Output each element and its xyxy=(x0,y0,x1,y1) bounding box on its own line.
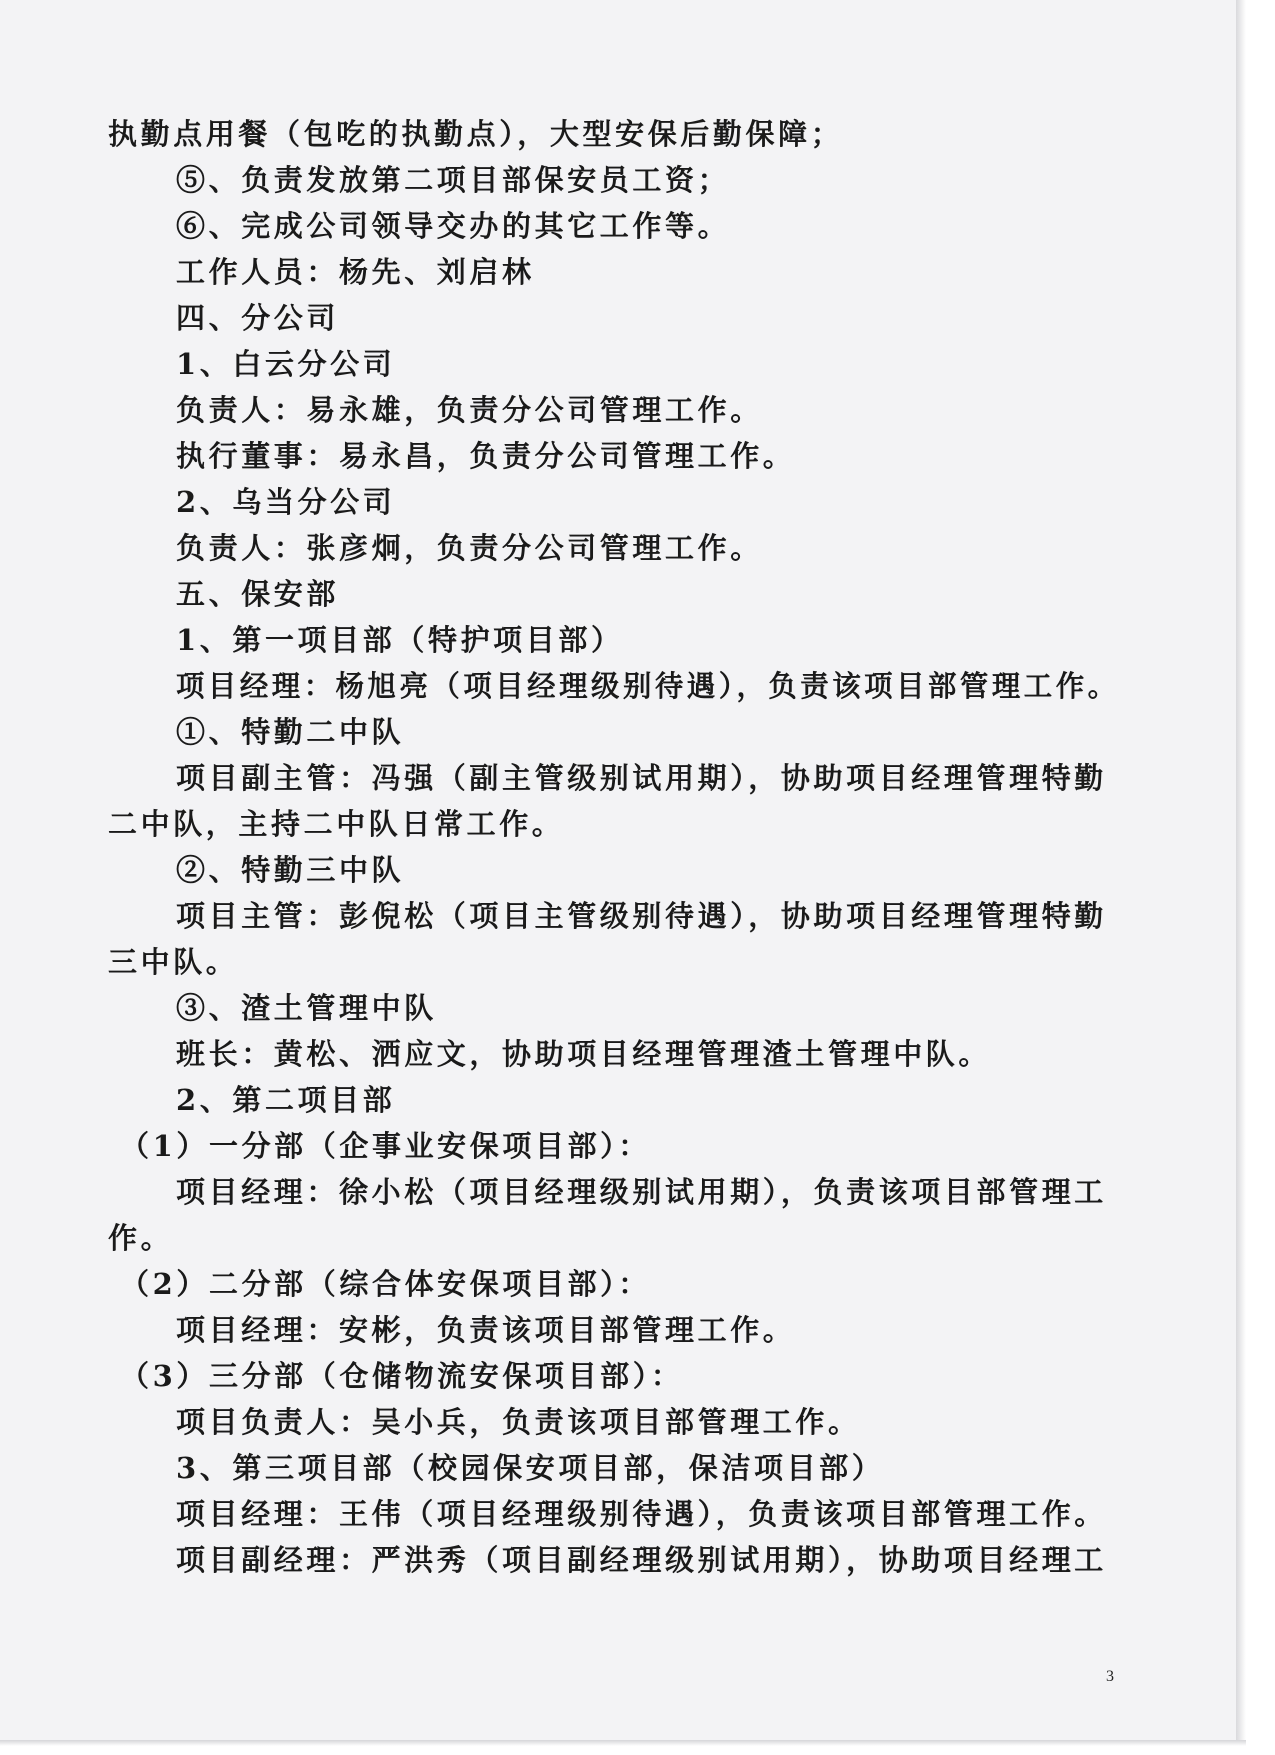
text-line: 项目经理：徐小松（项目经理级别试用期），负责该项目部管理工 xyxy=(176,1175,1107,1209)
text-line: 班长：黄松、洒应文，协助项目经理管理渣土管理中队。 xyxy=(176,1037,992,1071)
subsection-heading: （3）三分部（仓储物流安保项目部）： xyxy=(120,1359,684,1393)
subsection-heading: 1、第一项目部（特护项目部） xyxy=(176,623,624,657)
page-bottom-shadow xyxy=(0,1740,1246,1746)
text-line: 作。 xyxy=(108,1221,174,1255)
subsection-heading: 3、第三项目部（校园保安项目部，保洁项目部） xyxy=(176,1451,885,1485)
subsection-heading: ③、渣土管理中队 xyxy=(176,991,437,1025)
page-number: 3 xyxy=(1106,1668,1114,1685)
text-line: 负责人：张彦炯，负责分公司管理工作。 xyxy=(176,531,763,565)
text-line: 工作人员：杨先、刘启林 xyxy=(176,255,535,289)
text-line: 项目副经理：严洪秀（项目副经理级别试用期），协助项目经理工 xyxy=(176,1543,1107,1577)
text-line: 执行董事：易永昌，负责分公司管理工作。 xyxy=(176,439,796,473)
page-edge-shadow xyxy=(1236,0,1246,1742)
subsection-heading: （1）一分部（企事业安保项目部）： xyxy=(120,1129,651,1163)
subsection-heading: 1、白云分公司 xyxy=(176,347,396,381)
text-line: 项目副主管：冯强（副主管级别试用期），协助项目经理管理特勤 xyxy=(176,761,1107,795)
text-line: 负责人：易永雄，负责分公司管理工作。 xyxy=(176,393,763,427)
subsection-heading: 2、第二项目部 xyxy=(176,1083,396,1117)
section-heading: 五、保安部 xyxy=(176,577,340,611)
subsection-heading: ②、特勤三中队 xyxy=(176,853,405,887)
text-line: 项目负责人：吴小兵，负责该项目部管理工作。 xyxy=(176,1405,861,1439)
subsection-heading: （2）二分部（综合体安保项目部）： xyxy=(120,1267,651,1301)
text-line: ⑥、完成公司领导交办的其它工作等。 xyxy=(176,209,731,243)
text-line: ⑤、负责发放第二项目部保安员工资； xyxy=(176,163,731,197)
section-heading: 四、分公司 xyxy=(176,301,340,335)
text-line: 项目经理：安彬，负责该项目部管理工作。 xyxy=(176,1313,796,1347)
text-line: 执勤点用餐（包吃的执勤点），大型安保后勤保障； xyxy=(108,117,844,151)
text-line: 二中队，主持二中队日常工作。 xyxy=(108,807,565,841)
text-line: 三中队。 xyxy=(108,945,239,979)
text-line: 项目经理：杨旭亮（项目经理级别待遇），负责该项目部管理工作。 xyxy=(176,669,1120,703)
text-line: 项目主管：彭倪松（项目主管级别待遇），协助项目经理管理特勤 xyxy=(176,899,1107,933)
subsection-heading: 2、乌当分公司 xyxy=(176,485,396,519)
subsection-heading: ①、特勤二中队 xyxy=(176,715,405,749)
text-line: 项目经理：王伟（项目经理级别待遇），负责该项目部管理工作。 xyxy=(176,1497,1107,1531)
